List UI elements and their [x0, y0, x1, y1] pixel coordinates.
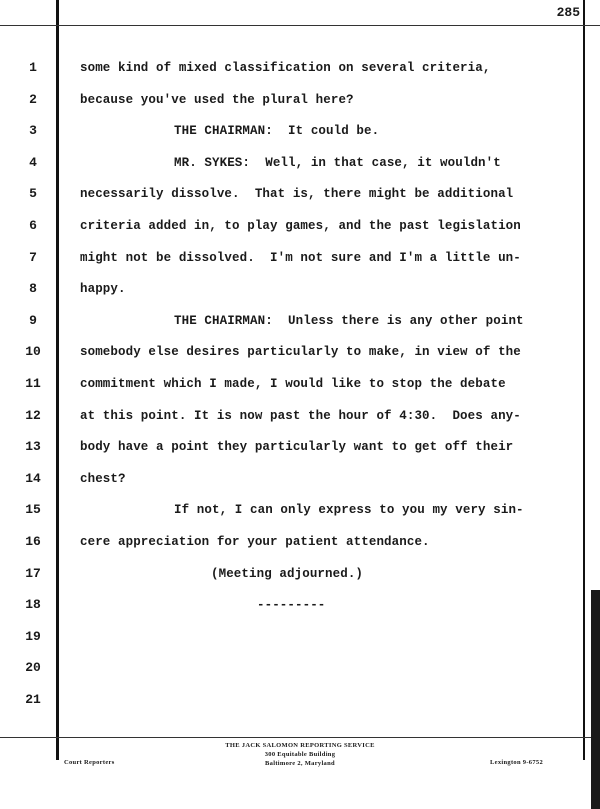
page-number: 285 [556, 5, 580, 20]
scan-edge-shadow [591, 590, 600, 809]
transcript-line: might not be dissolved. I'm not sure and I'm a little un- [80, 250, 521, 265]
transcript-line: some kind of mixed classification on several criteria, [80, 61, 491, 75]
line-number: 7 [29, 249, 37, 265]
footer-address-line1: 300 Equitable Building [264, 751, 336, 758]
footer-address-line2: Baltimore 2, Maryland [265, 760, 335, 767]
transcript-line: If not, I can only express to you my very sin- [174, 503, 524, 518]
line-number: 9 [29, 312, 37, 328]
transcript-line: (Meeting adjourned.) [211, 566, 364, 581]
transcript-line: necessarily dissolve. That is, there might be additional [80, 187, 514, 202]
line-number: 18 [25, 597, 41, 613]
line-number: 11 [25, 376, 41, 391]
transcript-line: --------- [257, 598, 326, 613]
footer-company: THE JACK SALOMON REPORTING SERVICE [225, 742, 375, 749]
line-number: 4 [29, 154, 37, 170]
transcript-line: body have a point they particularly want to get off their [80, 440, 514, 455]
line-number: 10 [25, 344, 41, 360]
transcript-line: commitment which I made, I would like to stop the debate [80, 377, 506, 391]
line-number: 2 [29, 91, 37, 107]
line-number: 17 [25, 565, 41, 581]
top-rule [0, 25, 600, 26]
transcript-line: at this point. It is now past the hour of 4:30. Does any- [80, 408, 521, 423]
transcript-line: THE CHAIRMAN: It could be. [174, 124, 380, 139]
footer-court-reporters: Court Reporters [64, 759, 115, 766]
bottom-rule [0, 737, 600, 738]
line-number: 1 [29, 60, 37, 75]
line-number: 15 [25, 502, 41, 518]
line-number: 13 [25, 439, 41, 455]
line-number: 20 [25, 660, 41, 676]
line-number: 8 [29, 281, 37, 297]
footer-phone: Lexington 9-6752 [490, 759, 544, 766]
line-number: 12 [25, 407, 41, 423]
transcript-line: chest? [80, 471, 126, 486]
transcript-line: THE CHAIRMAN: Unless there is any other point [174, 313, 524, 328]
line-number: 21 [25, 692, 41, 707]
line-number: 6 [29, 218, 37, 233]
line-number: 3 [29, 123, 37, 139]
line-number: 16 [25, 534, 41, 549]
transcript-line: because you've used the plural here? [80, 92, 354, 107]
line-number: 19 [25, 628, 41, 644]
transcript-line: MR. SYKES: Well, in that case, it wouldn't [174, 155, 501, 170]
transcript-line: happy. [80, 282, 126, 297]
transcript-line: cere appreciation for your patient attendance. [80, 535, 430, 549]
line-number: 5 [29, 186, 37, 202]
transcript-line: criteria added in, to play games, and the past legislation [80, 219, 521, 233]
line-number: 14 [25, 470, 41, 486]
left-margin-rule [56, 0, 59, 760]
transcript-line: somebody else desires particularly to make, in view of the [80, 345, 521, 360]
right-margin-rule [583, 0, 585, 760]
